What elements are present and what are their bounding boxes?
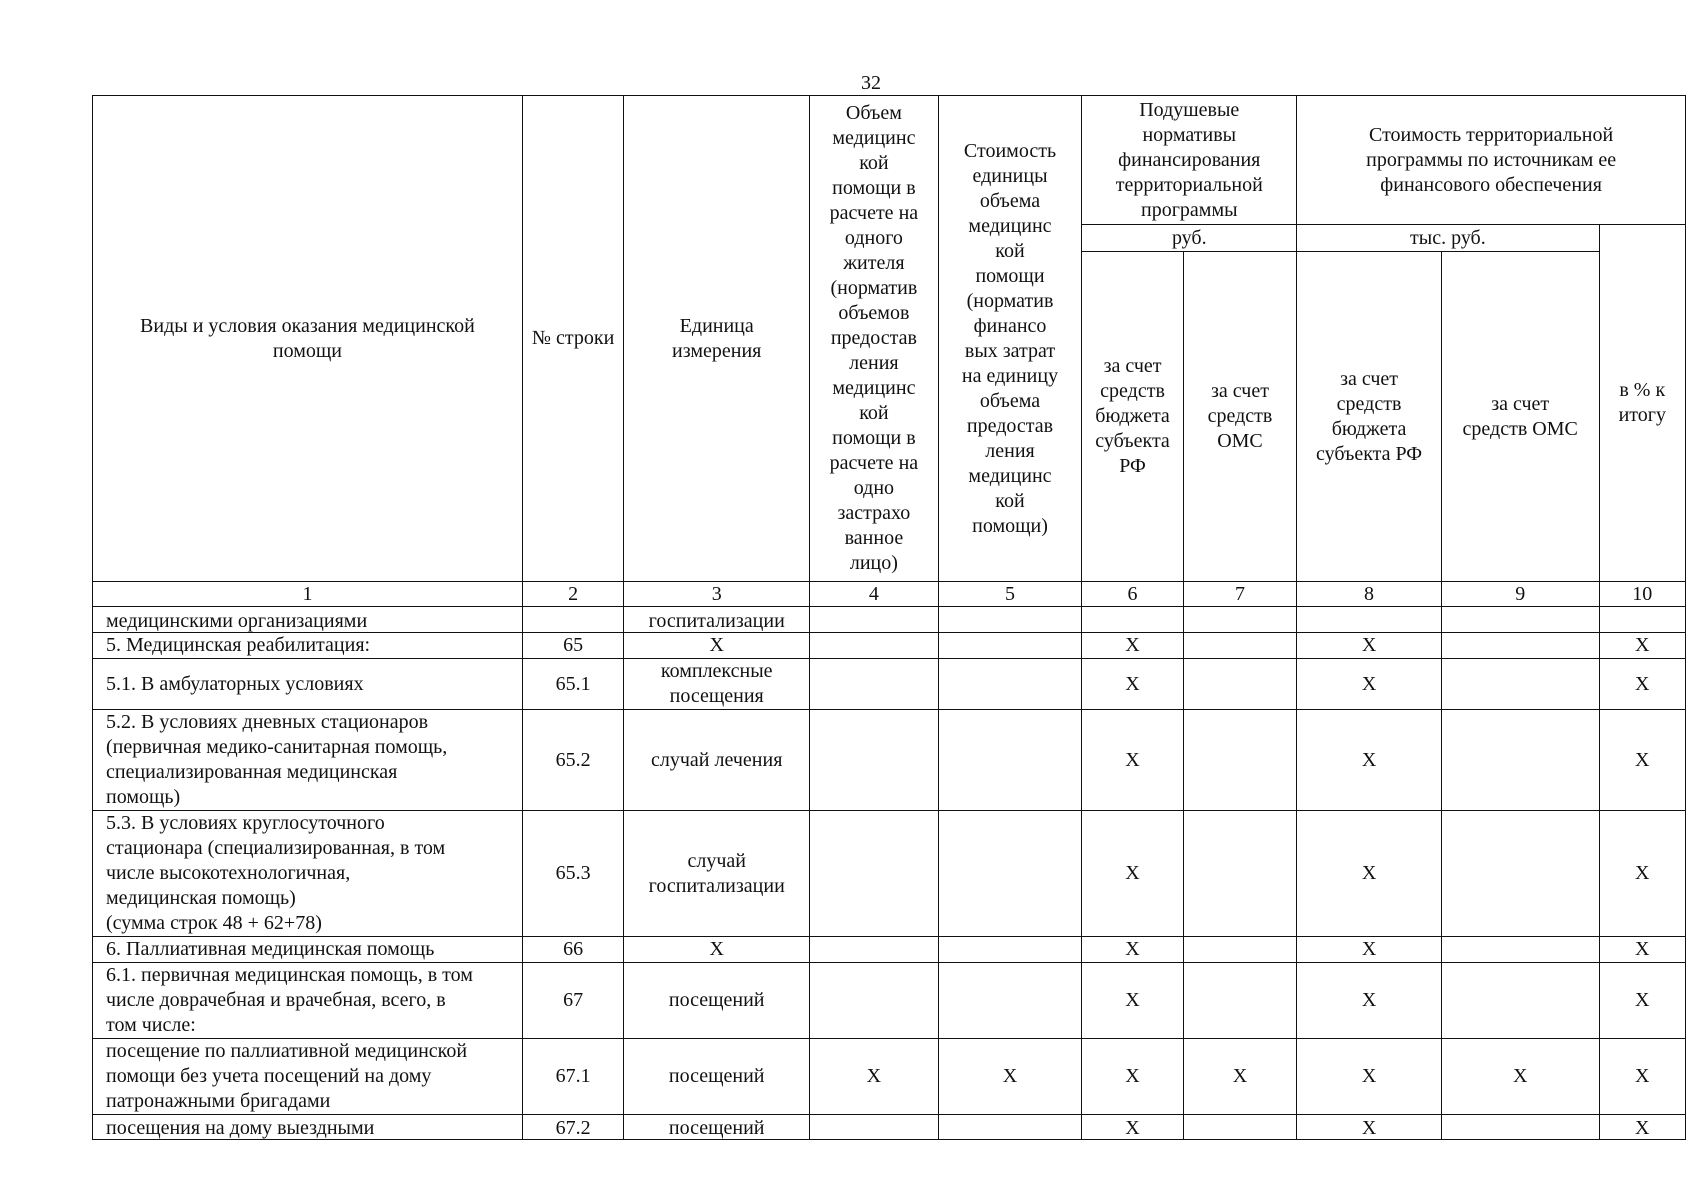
row-value-col6: X [1082,633,1183,659]
column-number: 7 [1183,582,1296,607]
column-number: 5 [938,582,1082,607]
row-value-col10: X [1599,963,1685,1039]
row-line-number: 67.1 [522,1039,623,1115]
row-line-number: 66 [522,937,623,963]
table-row [93,937,1686,963]
row-name: 5. Медицинская реабилитация: [93,633,523,659]
row-value-col5 [938,710,1082,811]
row-value-col7 [1183,963,1296,1039]
table-header [93,96,1686,582]
row-value-col5 [938,607,1082,633]
row-name: посещения на дому выездными [93,1115,523,1140]
row-value-col8: X [1297,633,1442,659]
header-col6: за счет средств бюджета субъекта РФ [1082,252,1183,582]
row-value-col5 [938,963,1082,1039]
row-unit: X [624,937,810,963]
row-unit: посещений [624,1039,810,1115]
column-number: 2 [522,582,623,607]
row-value-col9: X [1441,1039,1599,1115]
row-unit: комплексные посещения [624,659,810,710]
row-value-col9 [1441,937,1599,963]
row-value-col7 [1183,811,1296,937]
row-name: 5.3. В условиях круглосуточного стационара (специализированная, в том числе высокотехнологичная, медицинская помощь) (сумма строк 48 + 62+78) [93,811,523,937]
row-line-number: 67 [522,963,623,1039]
header-group-percapita: Подушевые нормативы финансирования территориальной программы [1082,96,1297,225]
row-value-col6: X [1082,1039,1183,1115]
row-unit: госпитализации [624,607,810,633]
column-number-row [93,582,1686,607]
row-unit: случай госпитализации [624,811,810,937]
row-value-col7 [1183,1115,1296,1140]
row-value-col4 [810,607,939,633]
row-value-col10: X [1599,811,1685,937]
row-value-col10: X [1599,633,1685,659]
row-value-col9 [1441,659,1599,710]
row-unit: посещений [624,1115,810,1140]
header-col10: в % к итогу [1599,225,1685,582]
table-row [93,811,1686,937]
header-col9: за счет средств ОМС [1441,252,1599,582]
row-value-col10: X [1599,659,1685,710]
row-value-col5 [938,633,1082,659]
column-number: 3 [624,582,810,607]
table-row [93,1039,1686,1115]
row-value-col8 [1297,607,1442,633]
row-value-col4 [810,633,939,659]
header-col8: за счет средств бюджета субъекта РФ [1297,252,1442,582]
row-value-col4 [810,963,939,1039]
row-value-col9 [1441,811,1599,937]
row-value-col5 [938,937,1082,963]
header-col3: Единица измерения [624,96,810,582]
row-value-col4: X [810,1039,939,1115]
row-value-col5 [938,1115,1082,1140]
column-number: 8 [1297,582,1442,607]
header-col1: Виды и условия оказания медицинской помощи [93,96,523,582]
row-line-number: 65 [522,633,623,659]
row-value-col9 [1441,710,1599,811]
header-group-cost: Стоимость территориальной программы по источникам ее финансового обеспечения [1297,96,1686,225]
row-unit: X [624,633,810,659]
row-line-number [522,607,623,633]
row-value-col8: X [1297,937,1442,963]
row-name: 6. Паллиативная медицинская помощь [93,937,523,963]
row-line-number: 65.1 [522,659,623,710]
row-value-col6: X [1082,963,1183,1039]
header-col5: Стоимость единицы объема медицинс кой помощи (норматив финансо вых затрат на единицу объема предостав ления медицинс кой помощи) [938,96,1082,582]
row-name: посещение по паллиативной медицинской помощи без учета посещений на дому патронажными бригадами [93,1039,523,1115]
row-value-col7 [1183,659,1296,710]
row-name: медицинскими организациями [93,607,523,633]
table-row [93,659,1686,710]
row-line-number: 65.2 [522,710,623,811]
row-value-col8: X [1297,1039,1442,1115]
row-value-col8: X [1297,811,1442,937]
row-value-col10 [1599,607,1685,633]
row-value-col4 [810,1115,939,1140]
column-number: 9 [1441,582,1599,607]
row-value-col10: X [1599,1115,1685,1140]
row-value-col6: X [1082,811,1183,937]
financing-table [92,95,1686,1140]
row-value-col6: X [1082,710,1183,811]
row-value-col7 [1183,710,1296,811]
row-line-number: 67.2 [522,1115,623,1140]
row-value-col10: X [1599,710,1685,811]
column-number: 10 [1599,582,1685,607]
row-value-col6: X [1082,937,1183,963]
row-value-col4 [810,811,939,937]
header-unit-rub: руб. [1082,225,1297,252]
table-row [93,1115,1686,1140]
row-value-col8: X [1297,1115,1442,1140]
row-value-col8: X [1297,710,1442,811]
row-name: 5.2. В условиях дневных стационаров (первичная медико-санитарная помощь, специализированная медицинская помощь) [93,710,523,811]
row-value-col7 [1183,633,1296,659]
row-value-col9 [1441,1115,1599,1140]
row-value-col4 [810,659,939,710]
row-value-col6: X [1082,1115,1183,1140]
row-value-col5 [938,811,1082,937]
row-value-col9 [1441,607,1599,633]
row-value-col7 [1183,937,1296,963]
header-unit-thous-rub: тыс. руб. [1297,225,1599,252]
header-col7: за счет средств ОМС [1183,252,1296,582]
row-line-number: 65.3 [522,811,623,937]
row-value-col5 [938,659,1082,710]
row-name: 5.1. В амбулаторных условиях [93,659,523,710]
table-row [93,710,1686,811]
column-number: 1 [93,582,523,607]
row-unit: случай лечения [624,710,810,811]
row-value-col8: X [1297,963,1442,1039]
table-row [93,633,1686,659]
row-name: 6.1. первичная медицинская помощь, в том числе доврачебная и врачебная, всего, в том числе: [93,963,523,1039]
column-number: 4 [810,582,939,607]
row-value-col4 [810,937,939,963]
row-value-col9 [1441,633,1599,659]
row-value-col8: X [1297,659,1442,710]
row-value-col10: X [1599,937,1685,963]
row-value-col6 [1082,607,1183,633]
row-value-col5: X [938,1039,1082,1115]
page-number: 32 [861,72,881,94]
row-value-col4 [810,710,939,811]
header-col4: Объем медицинс кой помощи в расчете на одного жителя (норматив объемов предостав ления медицинс кой помощи в расчете на одно застрахо ванное лицо) [810,96,939,582]
header-col2: № строки [522,96,623,582]
table-row [93,607,1686,633]
row-value-col9 [1441,963,1599,1039]
row-value-col10: X [1599,1039,1685,1115]
row-value-col6: X [1082,659,1183,710]
row-value-col7 [1183,607,1296,633]
row-value-col7: X [1183,1039,1296,1115]
table-body [93,582,1686,1140]
row-unit: посещений [624,963,810,1039]
column-number: 6 [1082,582,1183,607]
table-row [93,963,1686,1039]
